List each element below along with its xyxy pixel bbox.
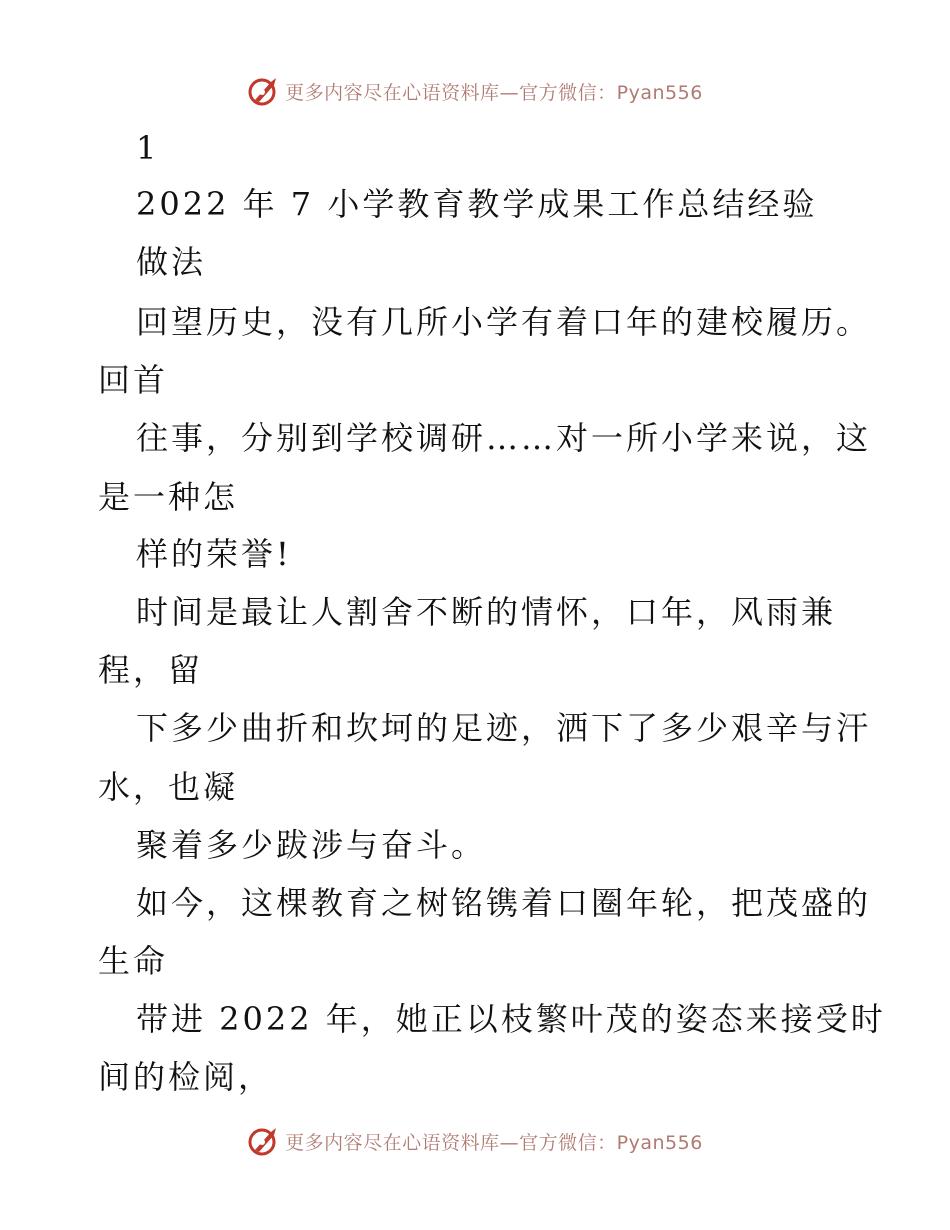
header-banner-text: 更多内容尽在心语资料库—官方微信：Pyan556	[285, 81, 703, 104]
paragraph-line: 回首	[98, 361, 169, 399]
footer-banner-text: 更多内容尽在心语资料库—官方微信：Pyan556	[285, 1131, 703, 1154]
footer-banner	[0, 1119, 950, 1163]
paragraph-line: 如今，这棵教育之树铭镌着口圈年轮，把茂盛的	[136, 884, 872, 922]
paragraph-line: 程，留	[98, 651, 204, 689]
pen-logo-icon	[247, 1124, 281, 1158]
paragraph-line: 聚着多少跋涉与奋斗。	[136, 826, 487, 864]
paragraph-line: 样的荣誉!	[136, 535, 292, 573]
paragraph-line: 时间是最让人割舍不断的情怀，口年，风雨兼	[136, 593, 837, 631]
header-banner	[0, 69, 950, 113]
pen-logo-icon	[247, 74, 281, 108]
paragraph-line: 往事，分别到学校调研……对一所小学来说，这	[136, 419, 872, 457]
paragraph-line: 下多少曲折和坎坷的足迹，洒下了多少艰辛与汗	[136, 709, 872, 747]
title-continuation: 做法	[136, 243, 207, 281]
paragraph-line: 水，也凝	[98, 768, 239, 806]
paragraph-line: 回望历史，没有几所小学有着口年的建校履历。	[136, 303, 872, 341]
paragraph-line: 是一种怎	[98, 478, 239, 516]
paragraph-line: 生命	[98, 942, 169, 980]
document-title: 2022 年 7 小学教育教学成果工作总结经验	[136, 185, 818, 223]
page-number: 1	[136, 129, 160, 167]
paragraph-line: 间的检阅，	[98, 1058, 274, 1096]
paragraph-line: 带进 2022 年，她正以枝繁叶茂的姿态来接受时	[136, 1000, 886, 1038]
